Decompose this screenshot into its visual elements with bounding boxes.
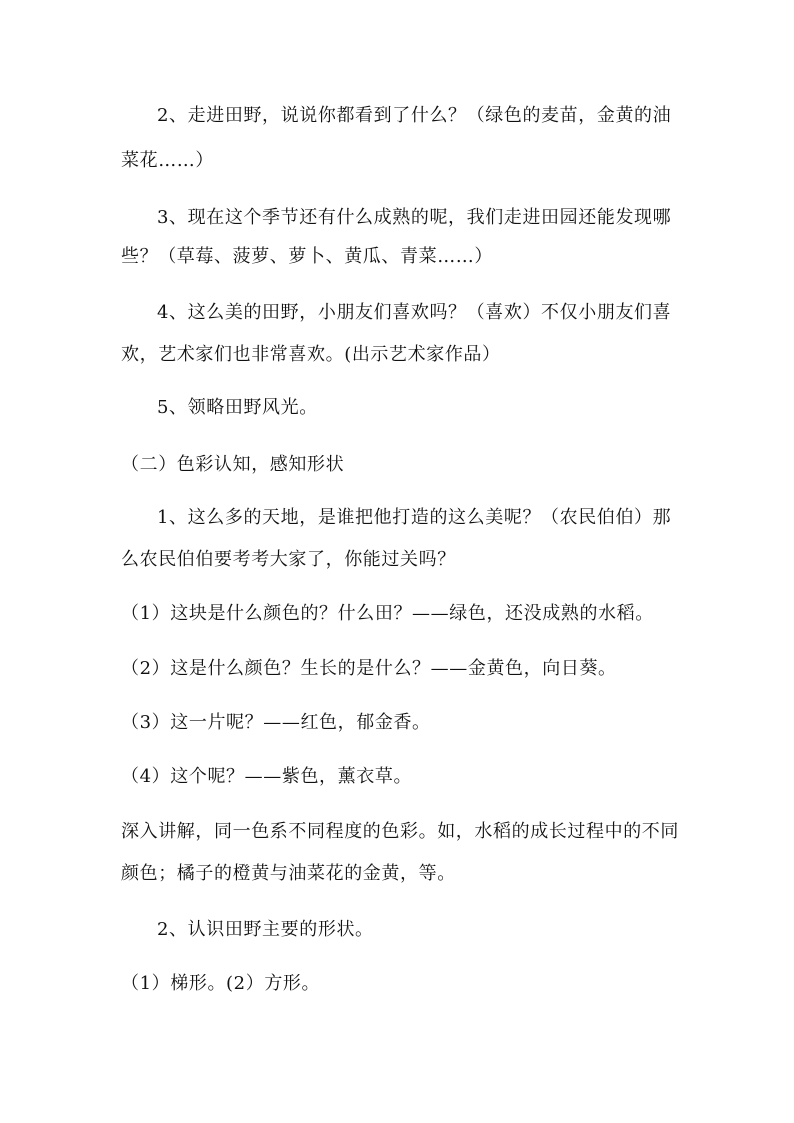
item-2: 2、认识田野主要的形状。 [157, 919, 374, 940]
explanation-line-2: 颜色；橘子的橙黄与油菜花的金黄，等。 [121, 863, 456, 884]
paragraph-3-line-2: 些？（草莓、菠萝、萝卜、黄瓜、青菜……） [121, 246, 493, 267]
subitem-3: （3）这一片呢？——红色，郁金香。 [121, 712, 431, 733]
subitem-1: （1）这块是什么颜色的？什么田？——绿色，还没成熟的水稻。 [121, 603, 654, 624]
subitem-2: （2）这是什么颜色？生长的是什么？——金黄色，向日葵。 [121, 658, 617, 679]
paragraph-2-line-2: 菜花……） [121, 150, 214, 171]
section-heading: （二）色彩认知，感知形状 [121, 454, 345, 475]
item-1-line-1: 1、这么多的天地，是谁把他打造的这么美呢？（农民伯伯）那 [157, 507, 672, 528]
paragraph-2-line-1: 2、走进田野，说说你都看到了什么？（绿色的麦苗，金黄的油 [157, 105, 672, 126]
paragraph-3-line-1: 3、现在这个季节还有什么成熟的呢，我们走进田园还能发现哪 [157, 207, 672, 228]
paragraph-5: 5、领略田野风光。 [157, 397, 318, 418]
paragraph-4-line-2: 欢，艺术家们也非常喜欢。(出示艺术家作品） [121, 344, 501, 365]
subitem-4: （4）这个呢？——紫色，薰衣草。 [121, 766, 413, 787]
item-1-line-2: 么农民伯伯要考考大家了，你能过关吗？ [121, 549, 456, 570]
shape-items: （1）梯形。(2）方形。 [121, 973, 321, 994]
paragraph-4-line-1: 4、这么美的田野，小朋友们喜欢吗？（喜欢）不仅小朋友们喜 [157, 302, 672, 323]
explanation-line-1: 深入讲解，同一色系不同程度的色彩。如，水稻的成长过程中的不同 [121, 821, 679, 842]
